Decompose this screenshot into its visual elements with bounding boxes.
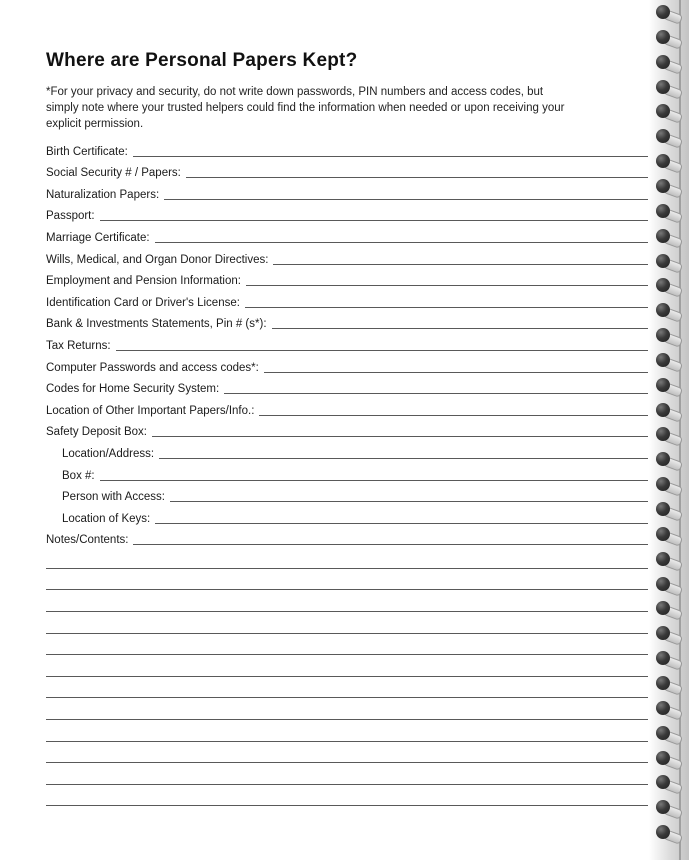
spiral-ring-icon <box>649 403 689 423</box>
spiral-knob-icon <box>656 403 670 417</box>
spiral-ring-icon <box>649 452 689 472</box>
spiral-ring-icon <box>649 303 689 323</box>
blank-writing-line[interactable] <box>46 785 648 807</box>
spiral-knob-icon <box>656 726 670 740</box>
form-field-row <box>46 375 648 397</box>
form-field-row <box>46 396 648 418</box>
blank-writing-line[interactable] <box>46 569 648 591</box>
spiral-ring-icon <box>649 726 689 746</box>
spiral-knob-icon <box>656 676 670 690</box>
field-label: Wills, Medical, and Organ Donor Directives: <box>46 253 269 266</box>
field-label: Person with Access: <box>62 491 165 504</box>
form-field-row <box>46 418 648 440</box>
spiral-ring-icon <box>649 502 689 522</box>
field-write-line[interactable] <box>155 241 648 243</box>
form-field-row <box>46 310 648 332</box>
field-label: Bank & Investments Statements, Pin # (s*): <box>46 318 267 331</box>
field-label: Box #: <box>62 469 95 482</box>
form-field-row <box>62 461 648 483</box>
spiral-knob-icon <box>656 5 670 19</box>
field-label: Passport: <box>46 210 95 223</box>
field-write-line[interactable] <box>273 263 648 265</box>
field-write-line[interactable] <box>133 155 648 157</box>
spiral-ring-icon <box>649 378 689 398</box>
form-fields <box>46 137 648 547</box>
spiral-knob-icon <box>656 825 670 839</box>
spiral-ring-icon <box>649 204 689 224</box>
form-field-row <box>46 180 648 202</box>
spiral-ring-icon <box>649 527 689 547</box>
form-field-row <box>46 137 648 159</box>
field-label: Social Security # / Papers: <box>46 167 181 180</box>
spiral-knob-icon <box>656 254 670 268</box>
blank-writing-line[interactable] <box>46 677 648 699</box>
blank-writing-line[interactable] <box>46 634 648 656</box>
field-write-line[interactable] <box>186 176 648 178</box>
field-label: Computer Passwords and access codes*: <box>46 361 259 374</box>
page-content <box>46 0 648 806</box>
spiral-ring-icon <box>649 129 689 149</box>
field-label: Location of Other Important Papers/Info.: <box>46 404 255 417</box>
field-label: Tax Returns: <box>46 339 111 352</box>
field-write-line[interactable] <box>133 543 648 545</box>
spiral-knob-icon <box>656 204 670 218</box>
field-label: Identification Card or Driver's License: <box>46 296 240 309</box>
field-write-line[interactable] <box>164 198 648 200</box>
form-field-row <box>46 288 648 310</box>
spiral-knob-icon <box>656 55 670 69</box>
spiral-ring-icon <box>649 626 689 646</box>
field-write-line[interactable] <box>259 414 648 416</box>
spiral-ring-icon <box>649 229 689 249</box>
field-write-line[interactable] <box>100 219 648 221</box>
field-label: Marriage Certificate: <box>46 231 150 244</box>
form-field-row <box>46 245 648 267</box>
form-field-row <box>46 159 648 181</box>
field-label: Employment and Pension Information: <box>46 275 241 288</box>
spiral-knob-icon <box>656 552 670 566</box>
field-label: Birth Certificate: <box>46 145 128 158</box>
field-write-line[interactable] <box>224 392 648 394</box>
spiral-ring-icon <box>649 254 689 274</box>
blank-writing-line[interactable] <box>46 590 648 612</box>
field-write-line[interactable] <box>264 371 648 373</box>
blank-writing-line[interactable] <box>46 655 648 677</box>
field-write-line[interactable] <box>170 500 648 502</box>
form-field-row <box>62 504 648 526</box>
spiral-ring-icon <box>649 701 689 721</box>
spiral-ring-icon <box>649 80 689 100</box>
form-field-row <box>46 526 648 548</box>
spiral-knob-icon <box>656 353 670 367</box>
blank-writing-line[interactable] <box>46 698 648 720</box>
spiral-knob-icon <box>656 502 670 516</box>
field-label: Safety Deposit Box: <box>46 426 147 439</box>
spiral-ring-icon <box>649 775 689 795</box>
field-write-line[interactable] <box>152 435 648 437</box>
spiral-ring-icon <box>649 278 689 298</box>
spiral-ring-icon <box>649 552 689 572</box>
field-write-line[interactable] <box>272 327 648 329</box>
field-label: Location of Keys: <box>62 512 151 525</box>
form-field-row <box>62 483 648 505</box>
form-field-row <box>46 223 648 245</box>
spiral-ring-icon <box>649 55 689 75</box>
field-write-line[interactable] <box>246 284 648 286</box>
blank-writing-line[interactable] <box>46 763 648 785</box>
spiral-ring-icon <box>649 5 689 25</box>
blank-writing-line[interactable] <box>46 612 648 634</box>
spiral-knob-icon <box>656 30 670 44</box>
spiral-ring-icon <box>649 825 689 845</box>
spiral-knob-icon <box>656 751 670 765</box>
blank-writing-line[interactable] <box>46 547 648 569</box>
field-write-line[interactable] <box>116 349 648 351</box>
spiral-ring-icon <box>649 651 689 671</box>
field-write-line[interactable] <box>159 457 648 459</box>
field-label: Codes for Home Security System: <box>46 383 220 396</box>
spiral-ring-icon <box>649 800 689 820</box>
spiral-ring-icon <box>649 751 689 771</box>
form-field-row <box>46 353 648 375</box>
spiral-ring-icon <box>649 427 689 447</box>
field-label: Location/Address: <box>62 447 155 460</box>
form-field-row <box>62 439 648 461</box>
spiral-knob-icon <box>656 701 670 715</box>
field-write-line[interactable] <box>245 306 648 308</box>
spiral-ring-icon <box>649 179 689 199</box>
spiral-binding-strip <box>649 0 689 860</box>
field-label: Naturalization Papers: <box>46 188 160 201</box>
form-field-row <box>46 267 648 289</box>
spiral-ring-icon <box>649 30 689 50</box>
spiral-ring-icon <box>649 477 689 497</box>
privacy-note: *For your privacy and security, do not write down passwords, PIN numbers and access codes, but simply note where your trusted helpers could find the information when needed or upon receiving your explicit permission. <box>46 86 565 130</box>
spiral-ring-icon <box>649 154 689 174</box>
spiral-knob-icon <box>656 80 670 94</box>
field-write-line[interactable] <box>100 479 648 481</box>
blank-writing-line[interactable] <box>46 720 648 742</box>
spiral-knob-icon <box>656 651 670 665</box>
field-label: Notes/Contents: <box>46 534 129 547</box>
form-field-row <box>46 331 648 353</box>
spiral-ring-icon <box>649 328 689 348</box>
spiral-knob-icon <box>656 328 670 342</box>
spiral-ring-icon <box>649 577 689 597</box>
spiral-ring-icon <box>649 601 689 621</box>
page-title: Where are Personal Papers Kept? <box>46 50 358 71</box>
spiral-knob-icon <box>656 229 670 243</box>
spiral-ring-icon <box>649 353 689 373</box>
field-write-line[interactable] <box>155 522 648 524</box>
spiral-knob-icon <box>656 154 670 168</box>
spiral-knob-icon <box>656 179 670 193</box>
spiral-knob-icon <box>656 527 670 541</box>
spiral-ring-icon <box>649 104 689 124</box>
spiral-knob-icon <box>656 378 670 392</box>
spiral-knob-icon <box>656 577 670 591</box>
spiral-ring-icon <box>649 676 689 696</box>
form-field-row <box>46 202 648 224</box>
blank-lines <box>46 547 648 806</box>
blank-writing-line[interactable] <box>46 742 648 764</box>
